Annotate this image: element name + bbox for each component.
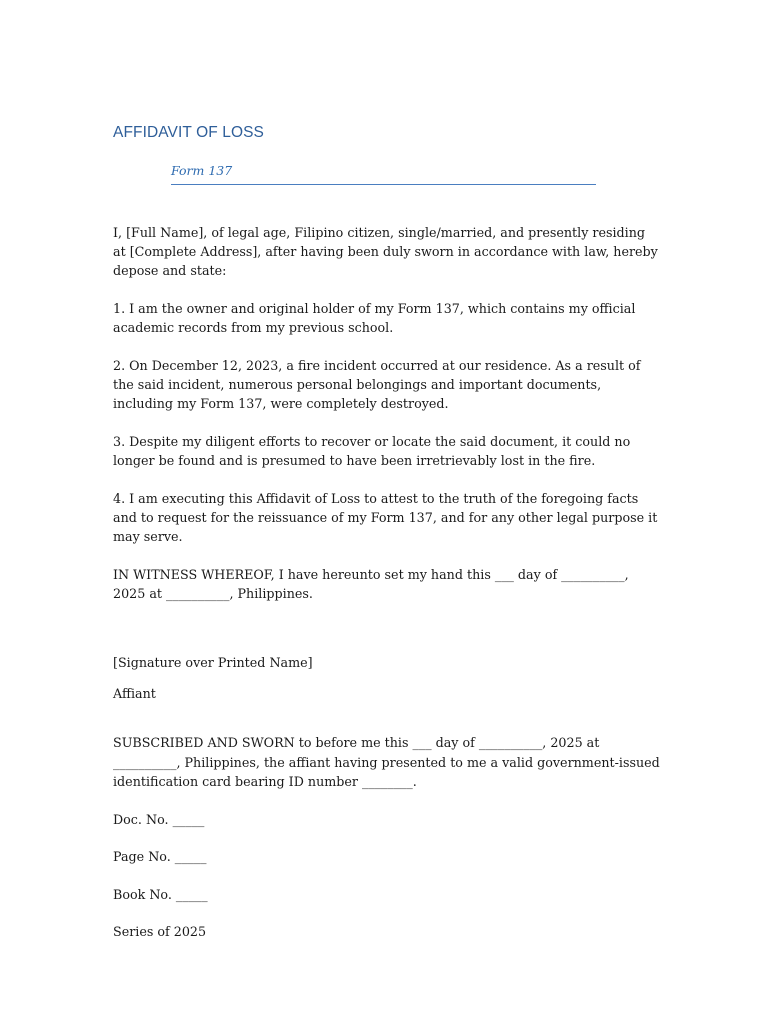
statement-paragraph-4: 4. I am executing this Affidavit of Loss to attest to the truth of the foregoing facts and to request for the reissuance of my Form 137, and for any other legal purpose it may serve.	[113, 491, 658, 545]
intro-paragraph: I, [Full Name], of legal age, Filipino citizen, single/married, and presently residing at [Complete Address], after having been duly sworn in accordance with law, hereby depose and state:	[113, 225, 658, 279]
statement-paragraph-1: 1. I am the owner and original holder of my Form 137, which contains my official academic records from my previous school.	[113, 301, 636, 336]
signature-line: [Signature over Printed Name]	[113, 654, 313, 670]
doc-no-line: Doc. No. _____	[113, 811, 205, 827]
subtitle-block	[171, 162, 596, 185]
statement-paragraph-3: 3. Despite my diligent efforts to recover or locate the said document, it could no longer be found and is presumed to have been irretrievably lost in the fire.	[113, 434, 631, 469]
document-body	[113, 223, 661, 960]
affiant-label: Affiant	[113, 686, 156, 702]
document-title: AFFIDAVIT OF LOSS	[113, 124, 264, 141]
series-line: Series of 2025	[113, 924, 207, 940]
document-subtitle: Form 137	[171, 163, 233, 178]
witness-paragraph: IN WITNESS WHEREOF, I have hereunto set my hand this ___ day of __________, 2025 at __________, Philippines.	[113, 567, 629, 602]
page-no-line: Page No. _____	[113, 849, 207, 865]
jurat-paragraph: SUBSCRIBED AND SWORN to before me this ___ day of __________, 2025 at __________, Philippines, the affiant having presented to me a valid government-issued identification card bearing ID number ________.	[113, 735, 660, 789]
statement-paragraph-2: 2. On December 12, 2023, a fire incident occurred at our residence. As a result of the said incident, numerous personal belongings and important documents, including my Form 137, were completely destroyed.	[113, 358, 641, 412]
book-no-line: Book No. _____	[113, 886, 208, 902]
